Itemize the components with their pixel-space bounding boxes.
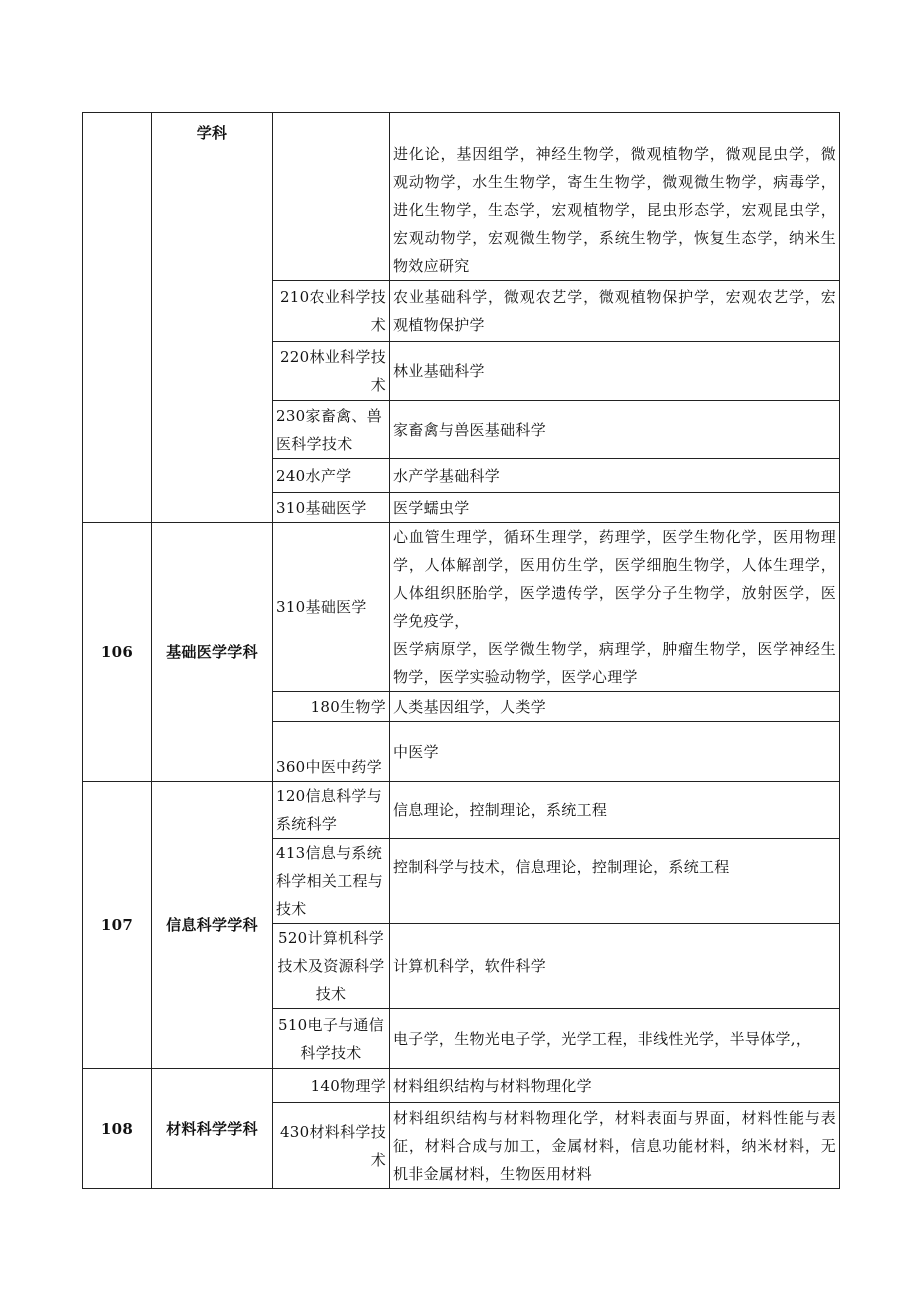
category-cell: 310基础医学 — [273, 523, 390, 692]
research-fields-part: 医学病原学，医学微生物学，病理学，肿瘤生物学，医学神经生物学，医学实验动物学，医学心理学 — [393, 640, 836, 686]
research-fields-part: 心血管生理学，循环生理学，药理学，医学生物化学，医用物理学，人体解剖学，医用仿生学，医学细胞生物学，人体生理学，人体组织胚胎学，医学遗传学，医学分子生物学，放射医学，医学免疫学， — [393, 528, 836, 630]
category-cell: 510电子与通信科学技术 — [273, 1009, 390, 1069]
discipline-name: 材料科学学科 — [152, 1069, 273, 1189]
category-cell — [273, 113, 390, 281]
table-row — [83, 782, 840, 839]
discipline-code: 106 — [83, 523, 152, 782]
category-cell: 310基础医学 — [273, 493, 390, 523]
research-fields: 材料组织结构与材料物理化学 — [390, 1069, 840, 1103]
table-row — [83, 523, 840, 692]
research-fields: 计算机科学，软件科学 — [390, 924, 840, 1009]
discipline-code: 108 — [83, 1069, 152, 1189]
category-cell: 520计算机科学技术及资源科学技术 — [273, 924, 390, 1009]
research-fields: 家畜禽与兽医基础科学 — [390, 401, 840, 459]
category-cell: 430材料科学技术 — [273, 1103, 390, 1189]
research-fields: 林业基础科学 — [390, 342, 840, 401]
research-fields: 电子学，生物光电子学，光学工程，非线性光学，半导体学,， — [390, 1009, 840, 1069]
category-cell: 140物理学 — [273, 1069, 390, 1103]
category-cell: 210农业科学技术 — [273, 281, 390, 342]
research-fields: 人类基因组学，人类学 — [390, 692, 840, 722]
category-cell: 240水产学 — [273, 459, 390, 493]
category-cell: 413信息与系统科学相关工程与技术 — [273, 839, 390, 924]
research-fields: 材料组织结构与材料物理化学，材料表面与界面，材料性能与表征，材料合成与加工，金属材料，信息功能材料，纳米材料，无机非金属材料，生物医用材料 — [390, 1103, 840, 1189]
research-fields: 进化论，基因组学，神经生物学，微观植物学，微观昆虫学，微观动物学，水生生物学，寄生生物学，微观微生物学，病毒学，进化生物学，生态学，宏观植物学，昆虫形态学，宏观昆虫学，宏观动物学，宏观微生物学，系统生物学，恢复生态学，纳米生物效应研究 — [390, 113, 840, 281]
research-fields: 医学蠕虫学 — [390, 493, 840, 523]
research-fields — [390, 523, 840, 692]
research-fields: 控制科学与技术，信息理论，控制理论，系统工程 — [390, 839, 840, 924]
category-cell: 230家畜禽、兽医科学技术 — [273, 401, 390, 459]
category-cell: 220林业科学技术 — [273, 342, 390, 401]
research-fields: 信息理论，控制理论，系统工程 — [390, 782, 840, 839]
discipline-name: 信息科学学科 — [152, 782, 273, 1069]
research-fields: 水产学基础科学 — [390, 459, 840, 493]
research-fields: 农业基础科学，微观农艺学，微观植物保护学，宏观农艺学，宏观植物保护学 — [390, 281, 840, 342]
discipline-name: 学科 — [152, 113, 273, 523]
research-fields: 中医学 — [390, 722, 840, 782]
category-cell: 120信息科学与系统科学 — [273, 782, 390, 839]
discipline-name: 基础医学学科 — [152, 523, 273, 782]
table-row — [83, 113, 840, 281]
subject-table — [82, 112, 840, 1189]
discipline-code: 107 — [83, 782, 152, 1069]
table-row — [83, 1069, 840, 1103]
category-cell: 180生物学 — [273, 692, 390, 722]
discipline-code — [83, 113, 152, 523]
category-cell: 360中医中药学 — [273, 722, 390, 782]
